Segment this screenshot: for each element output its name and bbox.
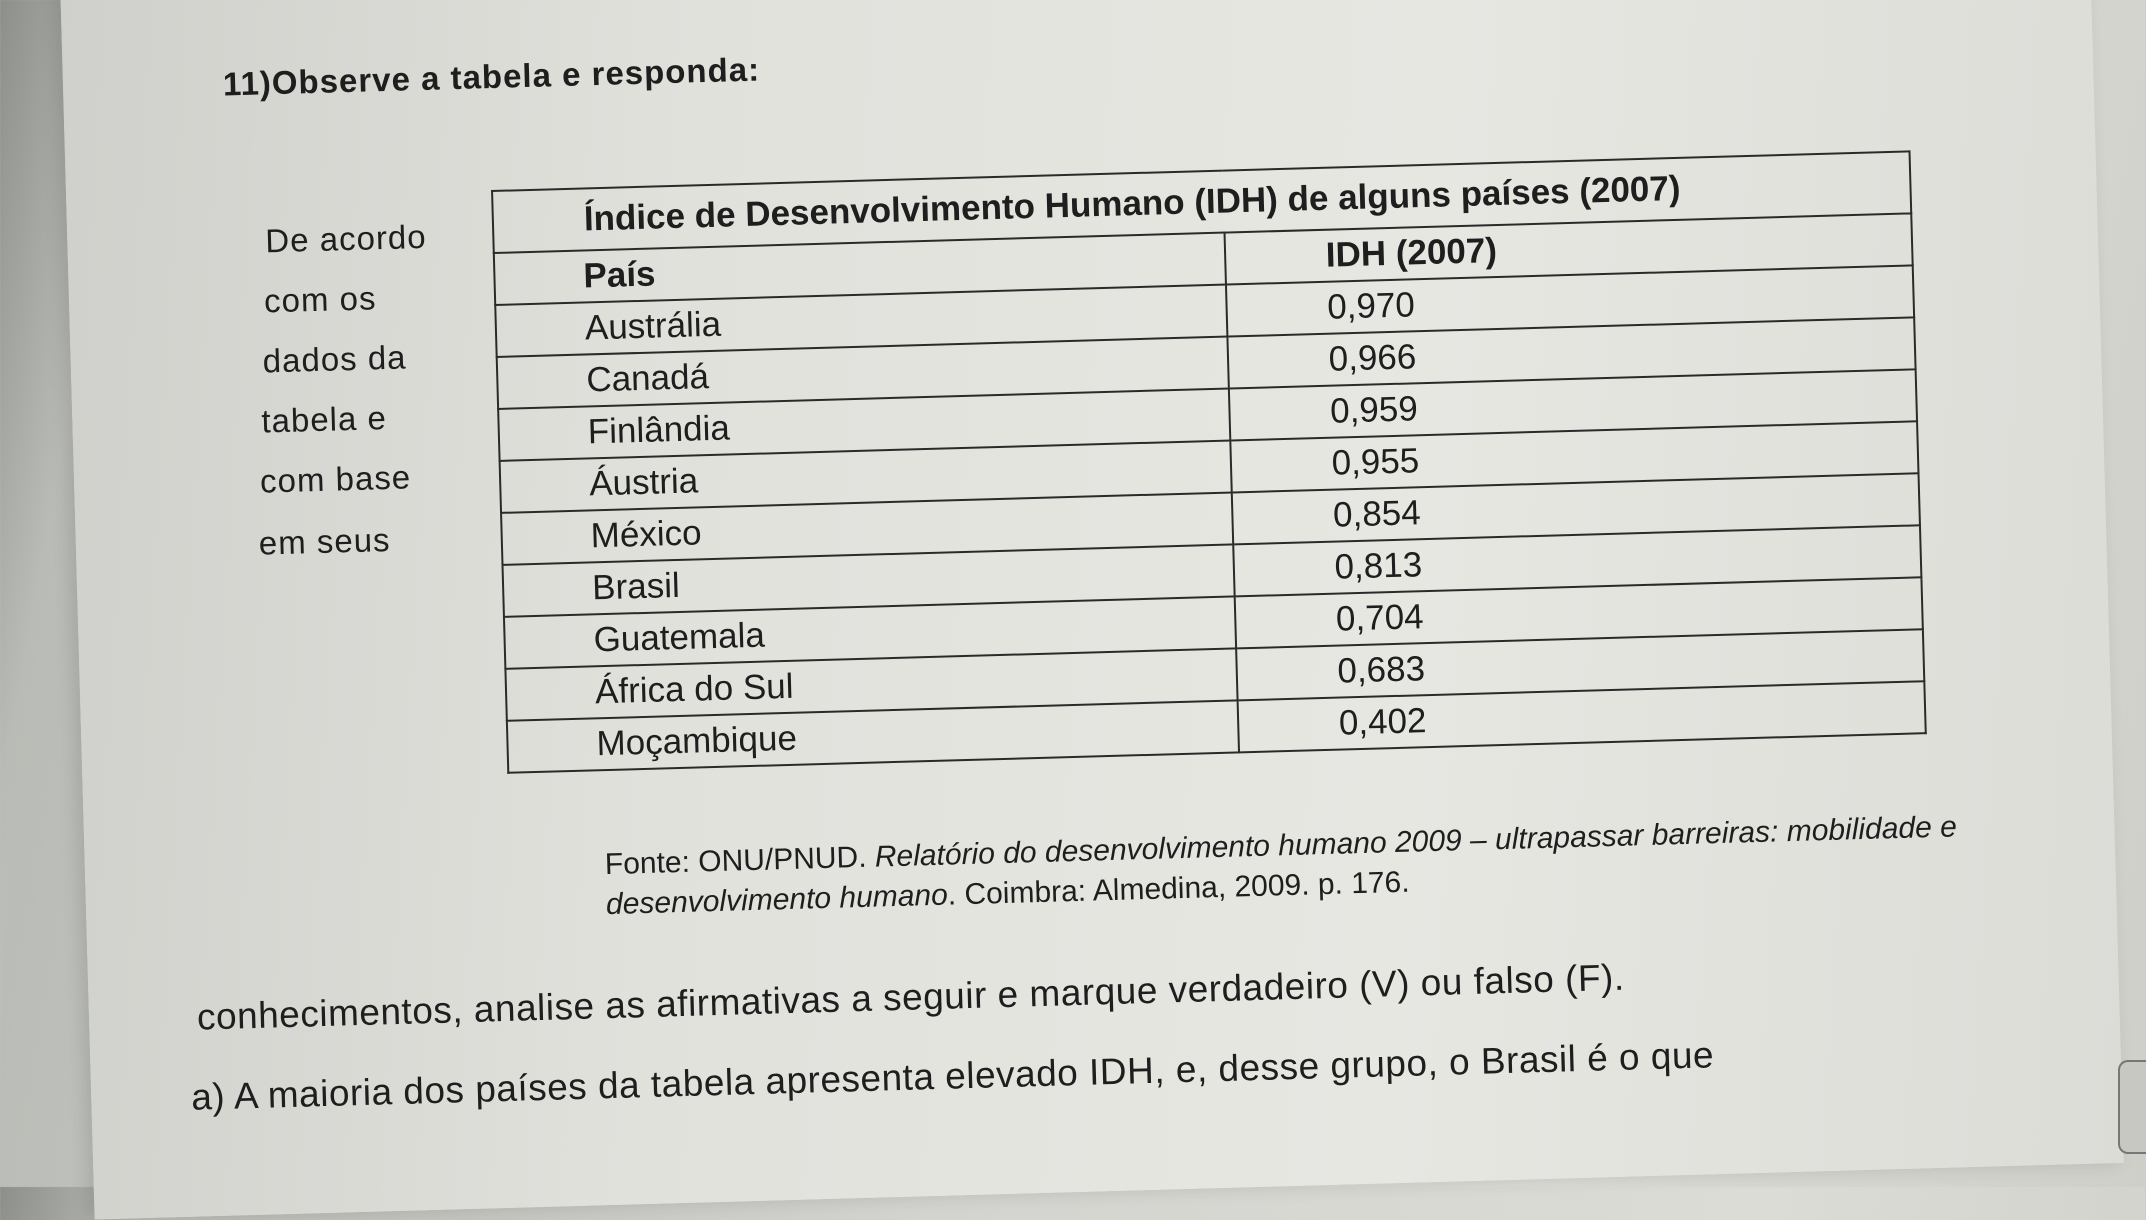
body-line-conhecimentos: conhecimentos, analise as afirmativas a seguir e marque verdadeiro (V) ou falso (F). <box>196 956 1626 1038</box>
column-header-idh: IDH (2007) <box>1224 213 1913 284</box>
source-suffix: . Coimbra: Almedina, 2009. p. 176. <box>947 865 1411 912</box>
statement-a: a) A maioria dos países da tabela apresenta elevado IDH, e, desse grupo, o Brasil é o que <box>190 1034 1715 1118</box>
country-cell: Brasil <box>503 544 1235 616</box>
idh-cell: 0,683 <box>1236 629 1925 700</box>
country-cell: Guatemala <box>504 596 1236 668</box>
side-text-line-1: De acordo <box>264 217 428 260</box>
column-header-country: País <box>494 233 1226 305</box>
idh-cell: 0,854 <box>1231 473 1920 544</box>
table-source <box>604 806 2006 925</box>
idh-table <box>491 150 1927 773</box>
idh-cell: 0,402 <box>1237 681 1926 752</box>
table-title: Índice de Desenvolvimento Humano (IDH) de alguns países (2007) <box>492 151 1911 253</box>
idh-cell: 0,959 <box>1229 369 1918 440</box>
country-cell: Canadá <box>497 337 1229 409</box>
country-cell: Moçambique <box>507 700 1239 772</box>
binder-clip <box>2118 1060 2146 1154</box>
idh-cell: 0,966 <box>1227 317 1916 388</box>
country-cell: África do Sul <box>505 648 1237 720</box>
question-title: 11)Observe a tabela e responda: <box>222 50 761 103</box>
source-title: Relatório do desenvolvimento humano 2009 – ultrapassar barreiras: mobilidade e desenvolvimento humano <box>605 810 1958 922</box>
side-text-line-3: dados da <box>262 338 407 380</box>
country-cell: Finlândia <box>498 389 1230 461</box>
source-prefix: Fonte: ONU/PNUD. <box>604 840 876 882</box>
side-text-line-5: com base <box>259 458 412 500</box>
worksheet-page <box>60 0 2124 1220</box>
idh-table-wrapper <box>491 150 1927 773</box>
side-text-line-4: tabela e <box>260 399 388 440</box>
idh-cell: 0,970 <box>1226 265 1915 336</box>
idh-cell: 0,704 <box>1234 577 1923 648</box>
country-cell: Austrália <box>495 285 1227 357</box>
side-text-line-2: com os <box>263 279 377 320</box>
idh-cell: 0,813 <box>1233 525 1922 596</box>
country-cell: Áustria <box>500 441 1232 513</box>
idh-cell: 0,955 <box>1230 421 1919 492</box>
country-cell: México <box>501 492 1233 564</box>
side-text-line-6: em seus <box>258 520 391 562</box>
